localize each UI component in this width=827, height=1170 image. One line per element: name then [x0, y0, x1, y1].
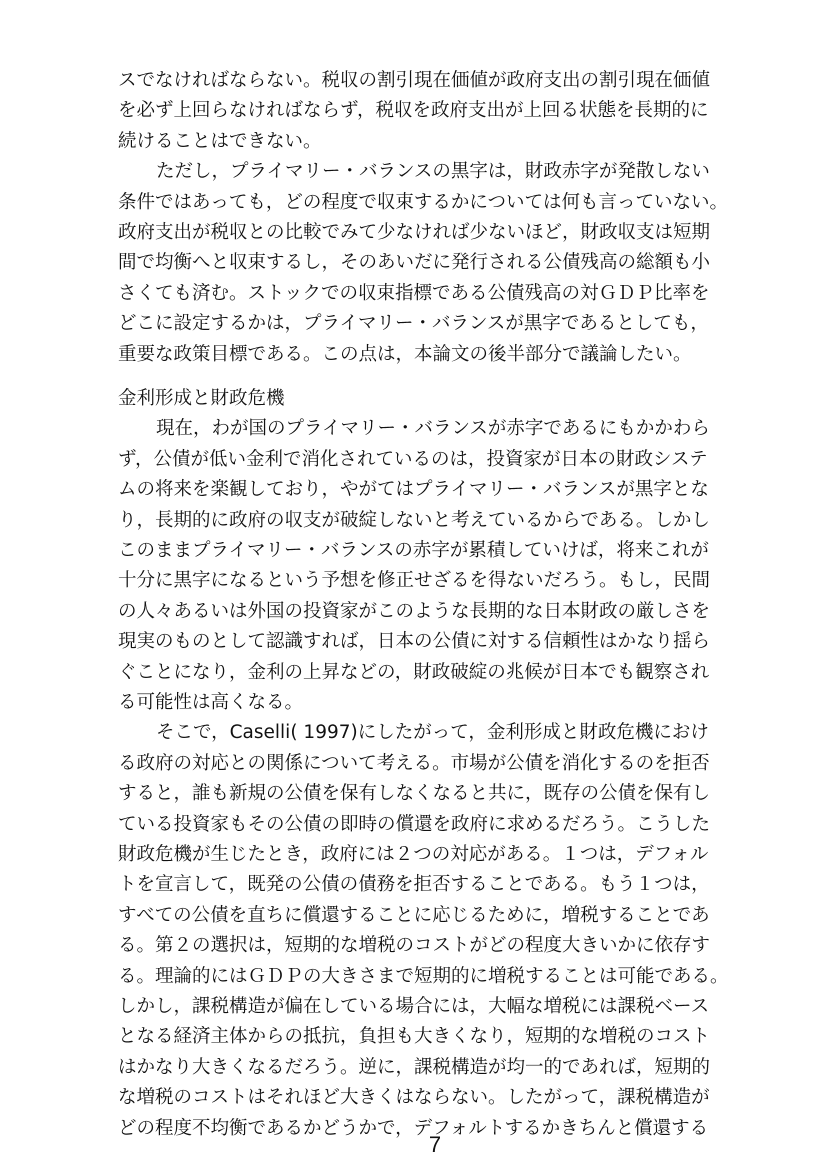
text-line: さくても済む。ストックでの収束指標である公債残高の対ＧＤＰ比率を	[118, 283, 710, 304]
text-line: 財政危機が生じたとき，政府には２つの対応がある。１つは，デフォル	[118, 844, 709, 865]
text-line: はかなり大きくなるだろう。逆に，課税構造が均一的であれば，短期的	[118, 1057, 711, 1078]
text-line: 間で均衡へと収束するし，そのあいだに発行される公債残高の総額も小	[118, 252, 711, 273]
text-line: る。第２の選択は，短期的な増税のコストがどの程度大きいかに依存す	[118, 935, 711, 956]
text-line: ただし，プライマリー・バランスの黒字は，財政赤字が発散しない	[156, 161, 710, 182]
text-line: しかし，課税構造が偏在している場合には，大幅な増税には課税ベース	[118, 996, 710, 1017]
text-line: すべての公債を直ちに償還することに応じるために，増税することであ	[118, 905, 710, 926]
text-line: どの程度不均衡であるかどうかで，デフォルトするかきちんと償還する	[118, 1118, 709, 1139]
text-line: る。理論的にはＧＤＰの大きさまで短期的に増税することは可能である。	[118, 966, 729, 987]
text-line: 政府支出が税収との比較でみて少なければ少ないほど，財政収支は短期	[118, 222, 711, 243]
text-line: を必ず上回らなければならず，税収を政府支出が上回る状態を長期的に	[118, 100, 709, 121]
section-heading: 金利形成と財政危機	[118, 388, 285, 409]
text-line: となる経済主体からの抵抗，負担も大きくなり，短期的な増税のコスト	[118, 1026, 711, 1047]
text-line: 十分に黒字になるという予想を修正せざるを得ないだろう。もし，民間	[118, 570, 711, 591]
text-line: 続けることはできない。	[118, 131, 322, 152]
text-line: 現在，わが国のプライマリー・バランスが赤字であるにもかかわら	[156, 418, 710, 439]
page-number: 7	[428, 1132, 442, 1157]
text-line: 現実のものとして認識すれば，日本の公債に対する信頼性はかなり揺ら	[118, 631, 711, 652]
text-line: ムの将来を楽観しており，やがてはプライマリー・バランスが黒字とな	[118, 479, 709, 500]
text-line: の人々あるいは外国の投資家がこのような長期的な日本財政の厳しさを	[118, 601, 711, 622]
text-line: すると，誰も新規の公債を保有しなくなると共に，既存の公債を保有し	[118, 783, 711, 804]
text-line: ている投資家もその公債の即時の償還を政府に求めるだろう。こうした	[118, 814, 711, 835]
text-line: り，長期的に政府の収支が破綻しないと考えているからである。しかし	[118, 510, 710, 531]
text-line: 条件ではあっても，どの程度で収束するかについては何も言っていない。	[118, 192, 728, 213]
text-line: そこで，Caselli( 1997)にしたがって，金利形成と財政危機におけ	[156, 722, 709, 743]
text-line: スでなければならない。税収の割引現在価値が政府支出の割引現在価値	[118, 70, 711, 91]
text-line: ず，公債が低い金利で消化されているのは，投資家が日本の財政システ	[118, 449, 708, 470]
text-line: る政府の対応との関係について考える。市場が公債を消化するのを拒否	[118, 753, 710, 774]
text-line: 重要な政策目標である。この点は，本論文の後半部分で議論したい。	[118, 344, 692, 365]
text-line: る可能性は高くなる。	[118, 692, 304, 713]
text-line: このままプライマリー・バランスの赤字が累積していけば，将来これが	[118, 540, 709, 561]
text-line: ぐことになり，金利の上昇などの，財政破綻の兆候が日本でも観察され	[118, 662, 710, 683]
text-line: どこに設定するかは，プライマリー・バランスが黒字であるとしても，	[118, 313, 709, 334]
text-line: トを宣言して，既発の公債の債務を拒否することである。もう１つは，	[118, 874, 710, 895]
text-line: な増税のコストはそれほど大きくはならない。したがって，課税構造が	[118, 1087, 710, 1108]
